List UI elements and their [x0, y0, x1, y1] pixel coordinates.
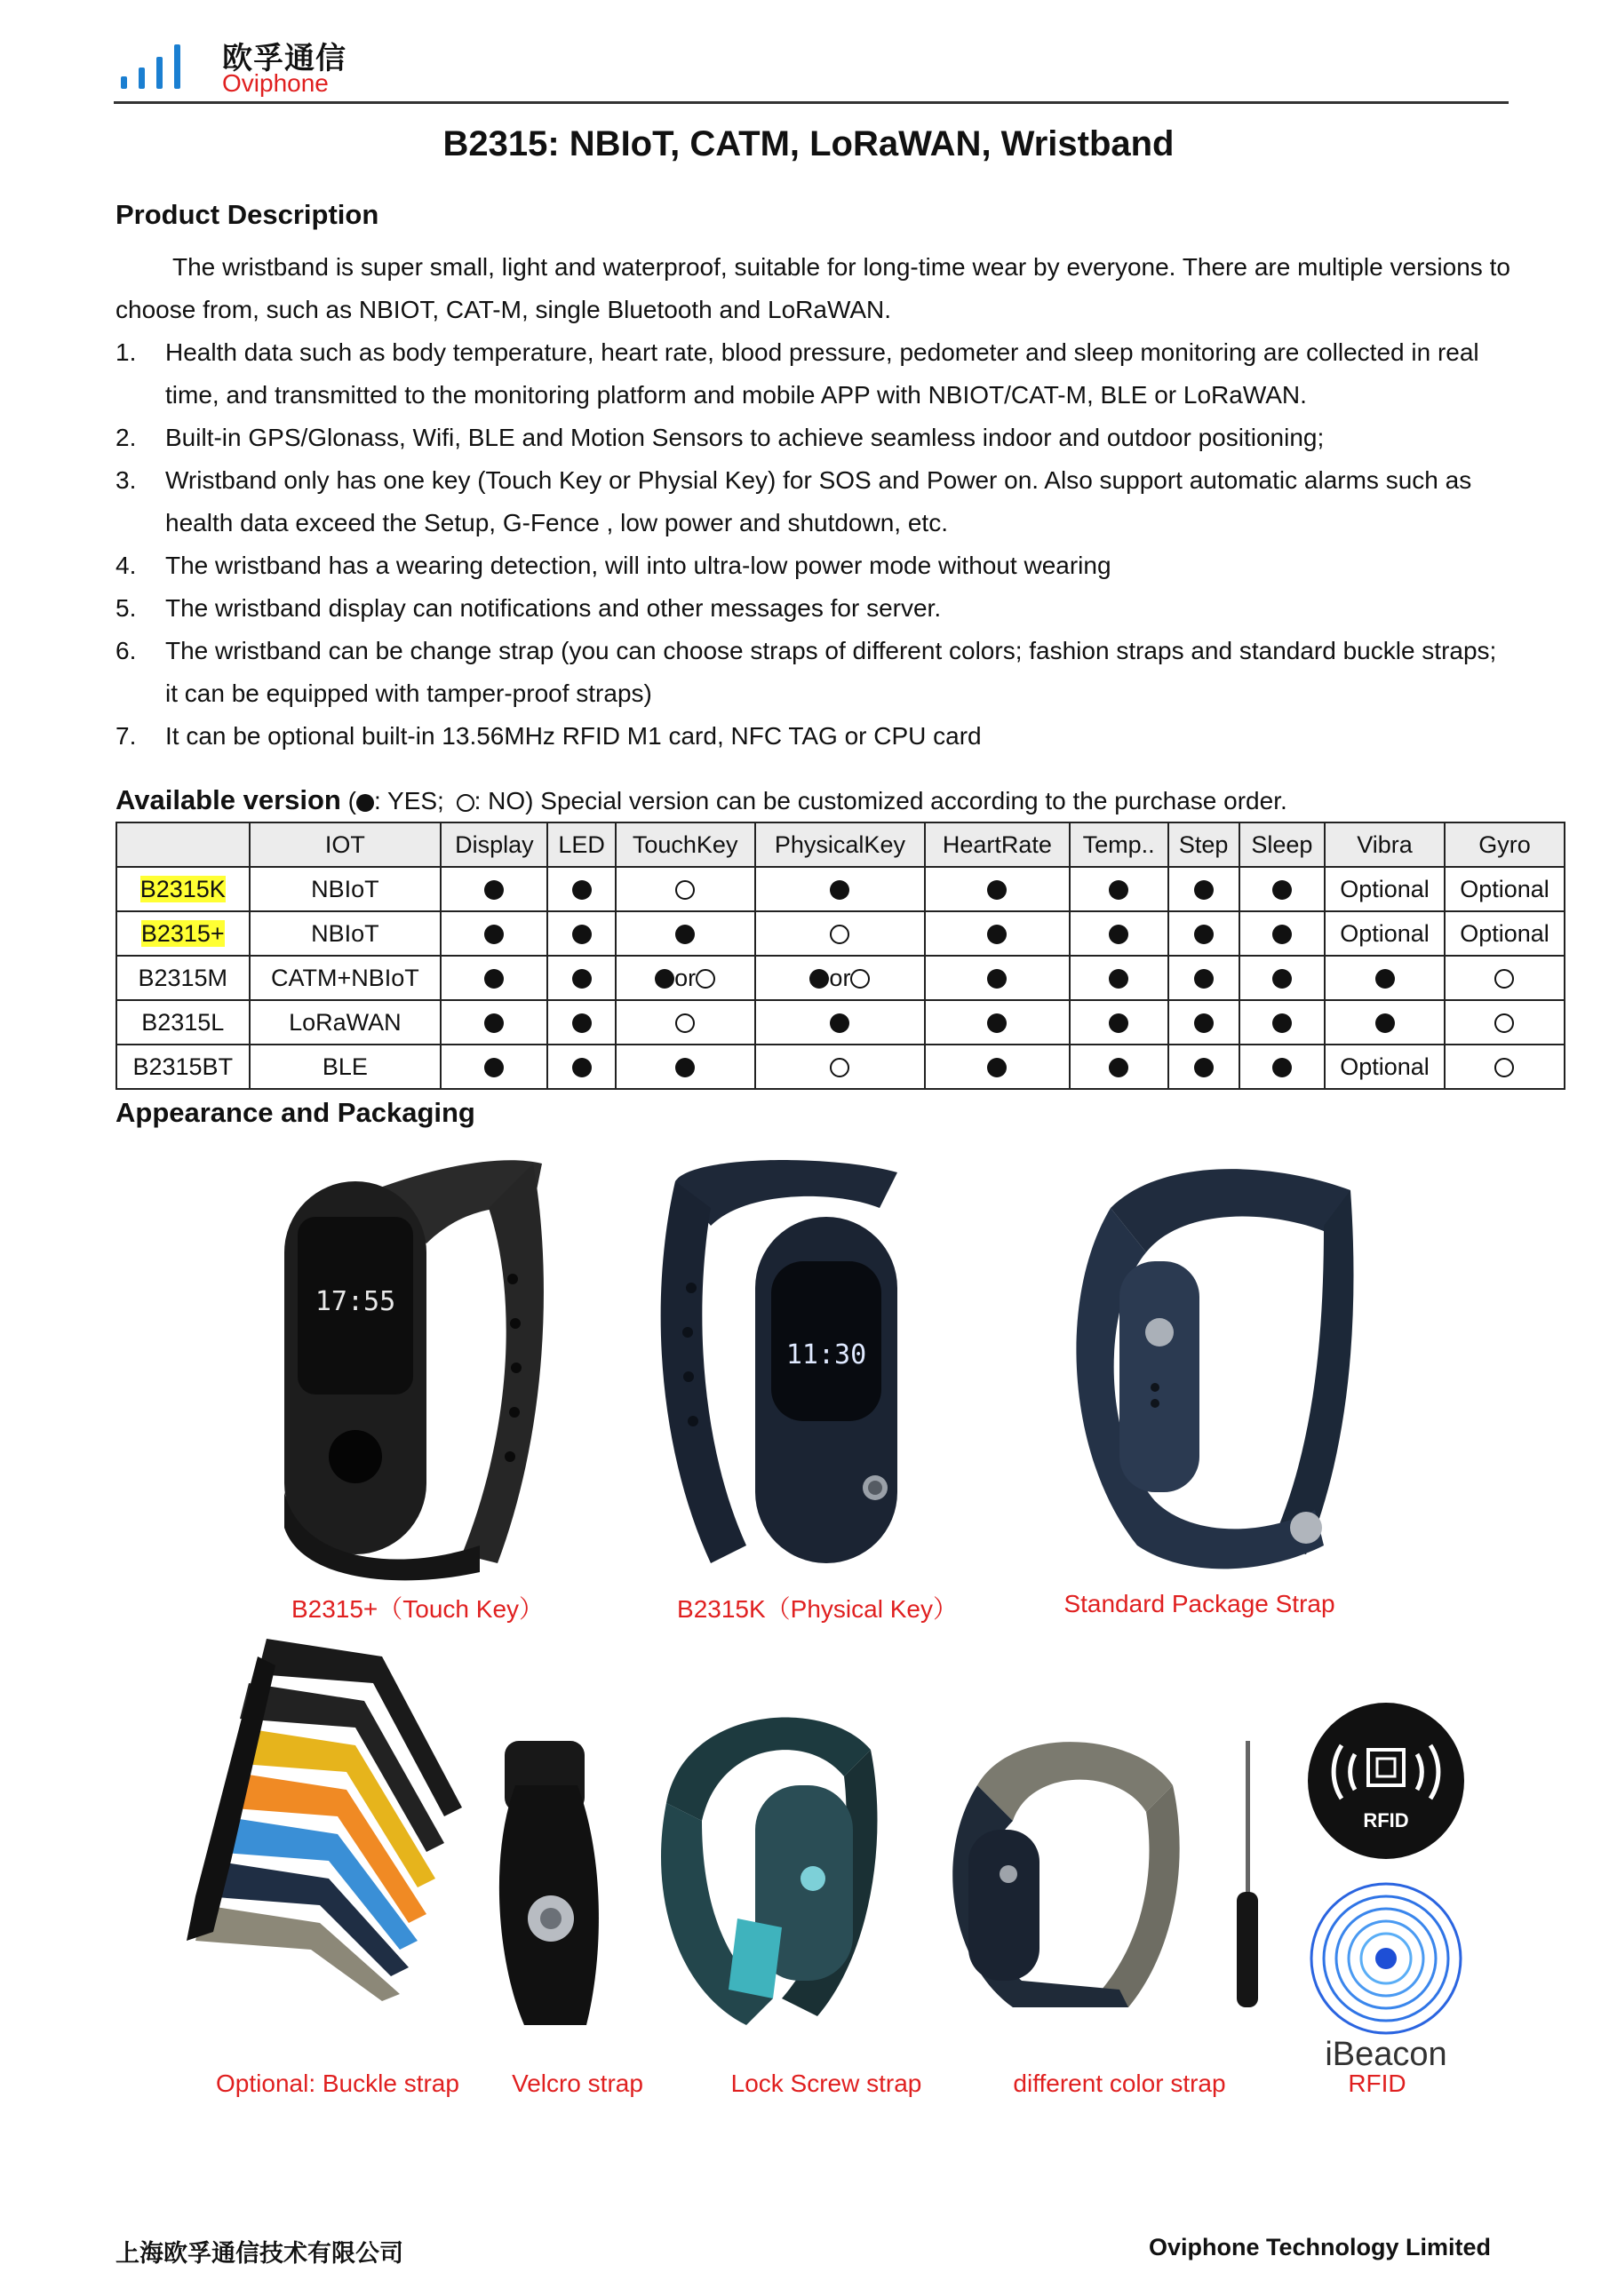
- yes-dot-icon: [484, 1058, 504, 1077]
- table-cell: [1070, 867, 1168, 911]
- no-ring-icon: [1494, 1058, 1514, 1077]
- feature-number: 3.: [116, 466, 137, 494]
- watch-display-time: 11:30: [785, 1339, 867, 1370]
- table-cell: [925, 1045, 1069, 1089]
- yes-dot-icon: [1194, 1013, 1214, 1033]
- table-cell: [1168, 956, 1239, 1000]
- yes-dot-icon: [987, 880, 1007, 900]
- table-cell: [1325, 956, 1445, 1000]
- table-cell: [1070, 1045, 1168, 1089]
- feature-item: [116, 459, 1510, 544]
- table-cell: NBIoT: [250, 867, 442, 911]
- column-header: Step: [1168, 822, 1239, 867]
- caption-standard-strap: Standard Package Strap: [1063, 1590, 1335, 1617]
- no-ring-icon: [830, 1058, 849, 1077]
- table-cell: Optional: [1445, 911, 1565, 956]
- table-cell: [925, 867, 1069, 911]
- feature-item: [116, 715, 1510, 758]
- table-cell: [547, 1000, 615, 1045]
- table-cell: [547, 867, 615, 911]
- table-cell: [755, 1000, 926, 1045]
- yes-dot-icon: [572, 925, 592, 944]
- ibeacon-icon: [1306, 1879, 1466, 2074]
- table-cell: [1070, 956, 1168, 1000]
- ibeacon-label: iBeacon: [1325, 2036, 1447, 2073]
- table-cell: [616, 956, 755, 1000]
- yes-dot-icon: [484, 1013, 504, 1033]
- table-cell: [1239, 867, 1325, 911]
- table-cell: Optional: [1325, 911, 1445, 956]
- feature-item: [116, 417, 1510, 459]
- table-cell: [1325, 1000, 1445, 1045]
- yes-dot-icon: [655, 969, 674, 989]
- yes-dot-icon: [1272, 969, 1292, 989]
- caption-physical-key: B2315K（Physical Key）: [677, 1595, 958, 1623]
- yes-dot-icon: [484, 880, 504, 900]
- logo-english-name: Oviphone: [222, 69, 329, 97]
- standard-strap-photo: [1057, 1155, 1359, 1581]
- feature-item: [116, 630, 1510, 715]
- yes-dot-icon: [1375, 969, 1395, 989]
- yes-dot-icon: [1272, 925, 1292, 944]
- model-name: B2315BT: [132, 1053, 234, 1080]
- yes-dot-icon: [987, 969, 1007, 989]
- column-header: Display: [441, 822, 547, 867]
- column-header: Temp..: [1070, 822, 1168, 867]
- table-cell: [1445, 1000, 1565, 1045]
- yes-dot-icon: [1272, 1058, 1292, 1077]
- table-cell: LoRaWAN: [250, 1000, 442, 1045]
- yes-dot-icon: [356, 794, 374, 812]
- or-text: or: [829, 964, 851, 991]
- feature-number: 4.: [116, 552, 137, 579]
- yes-dot-icon: [1194, 969, 1214, 989]
- model-cell: [116, 956, 250, 1000]
- feature-item: [116, 331, 1510, 417]
- column-header: [116, 822, 250, 867]
- document-title: B2315: NBIoT, CATM, LoRaWAN, Wristband: [442, 124, 1175, 163]
- column-header: IOT: [250, 822, 442, 867]
- table-cell: [616, 911, 755, 956]
- table-cell: [616, 867, 755, 911]
- yes-dot-icon: [1109, 969, 1128, 989]
- yes-dot-icon: [1109, 1013, 1128, 1033]
- table-row: [116, 1000, 1565, 1045]
- caption-velcro-strap: Velcro strap: [512, 2070, 643, 2097]
- yes-dot-icon: [987, 1058, 1007, 1077]
- table-cell: [1239, 956, 1325, 1000]
- caption-buckle-strap: Optional: Buckle strap: [216, 2070, 459, 2097]
- or-text: or: [674, 964, 697, 991]
- table-row: [116, 1045, 1565, 1089]
- yes-dot-icon: [484, 925, 504, 944]
- yes-dot-icon: [572, 1013, 592, 1033]
- caption-different-color-strap: different color strap: [1013, 2070, 1226, 2097]
- feature-text: The wristband has a wearing detection, will into ultra-low power mode without wearing: [165, 552, 1111, 579]
- yes-dot-icon: [1194, 1058, 1214, 1077]
- lock-screw-strap-photo: [649, 1696, 888, 2034]
- customization-note: Special version can be customized according to the purchase order.: [540, 787, 1287, 814]
- feature-text: Health data such as body temperature, heart rate, blood pressure, pedometer and sleep monitoring are collected in real time, and transmitted to the monitoring platform and mobile APP with NBIOT/CAT-M, BLE or LoRaWAN.: [165, 338, 1479, 409]
- yes-dot-icon: [987, 925, 1007, 944]
- wristband-physical-key-photo: [657, 1155, 924, 1581]
- wristband-touch-key-photo: [267, 1155, 560, 1581]
- table-cell: [1445, 956, 1565, 1000]
- model-cell: [116, 1000, 250, 1045]
- table-row: [116, 956, 1565, 1000]
- column-header: Sleep: [1239, 822, 1325, 867]
- table-cell: [755, 911, 926, 956]
- table-cell: [616, 1045, 755, 1089]
- yes-dot-icon: [809, 969, 829, 989]
- appearance-heading: Appearance and Packaging: [116, 1097, 475, 1128]
- yes-dot-icon: [830, 880, 849, 900]
- table-cell: [925, 1000, 1069, 1045]
- model-name: B2315K: [139, 875, 226, 902]
- column-header: HeartRate: [925, 822, 1069, 867]
- column-header: Gyro: [1445, 822, 1565, 867]
- table-cell: Optional: [1325, 1045, 1445, 1089]
- table-cell: [1168, 1045, 1239, 1089]
- yes-dot-icon: [987, 1013, 1007, 1033]
- table-cell: NBIoT: [250, 911, 442, 956]
- table-cell: [1239, 911, 1325, 956]
- yes-dot-icon: [675, 1058, 695, 1077]
- caption-touch-key: B2315+（Touch Key）: [291, 1595, 545, 1623]
- table-cell: [1445, 1045, 1565, 1089]
- buckle-straps-photo: [160, 1630, 480, 2003]
- table-cell: [547, 1045, 615, 1089]
- table-cell: [1168, 867, 1239, 911]
- watch-display-time: 17:55: [315, 1286, 396, 1317]
- table-cell: [1239, 1045, 1325, 1089]
- footer-company-en: Oviphone Technology Limited: [1149, 2234, 1492, 2260]
- oviphone-logo-icon: [121, 39, 192, 89]
- yes-dot-icon: [1109, 880, 1128, 900]
- yes-dot-icon: [675, 925, 695, 944]
- model-cell: [116, 867, 250, 911]
- table-cell: [1070, 1000, 1168, 1045]
- feature-text: Built-in GPS/Glonass, Wifi, BLE and Motion Sensors to achieve seamless indoor and outdoor positioning;: [165, 424, 1325, 451]
- table-cell: [755, 867, 926, 911]
- table-cell: [755, 1045, 926, 1089]
- feature-number: 1.: [116, 338, 137, 366]
- velcro-strap-photo: [489, 1732, 613, 2034]
- model-name: B2315+: [140, 919, 225, 947]
- yes-dot-icon: [572, 969, 592, 989]
- table-cell: [755, 956, 926, 1000]
- column-header: LED: [547, 822, 615, 867]
- feature-text: Wristband only has one key (Touch Key or Physial Key) for SOS and Power on. Also support automatic alarms such as health data exceed the Setup, G-Fence , low power and shutdown, etc.: [165, 466, 1472, 536]
- no-ring-icon: [1494, 969, 1514, 989]
- yes-dot-icon: [572, 880, 592, 900]
- yes-dot-icon: [484, 969, 504, 989]
- feature-text: It can be optional built-in 13.56MHz RFID M1 card, NFC TAG or CPU card: [165, 722, 982, 750]
- yes-dot-icon: [572, 1058, 592, 1077]
- feature-number: 6.: [116, 637, 137, 664]
- column-header: Vibra: [1325, 822, 1445, 867]
- rfid-badge-label: RFID: [1363, 1809, 1409, 1831]
- no-ring-icon: [696, 969, 715, 989]
- feature-list: [116, 331, 1510, 758]
- model-name: B2315M: [138, 964, 228, 991]
- yes-dot-icon: [830, 1013, 849, 1033]
- feature-number: 7.: [116, 722, 137, 750]
- no-ring-icon: [850, 969, 870, 989]
- table-row: [116, 911, 1565, 956]
- available-version-line: Available version ( : YES; : NO) Special version can be customized according to the purchase order.: [116, 784, 1287, 815]
- table-cell: Optional: [1445, 867, 1565, 911]
- caption-rfid: RFID: [1348, 2070, 1406, 2097]
- table-cell: [547, 911, 615, 956]
- no-ring-icon: [675, 880, 695, 900]
- different-color-strap-photo: [924, 1732, 1262, 2025]
- table-cell: [1168, 911, 1239, 956]
- rfid-badge-icon: [1306, 1701, 1466, 1861]
- model-cell: [116, 911, 250, 956]
- table-cell: [547, 956, 615, 1000]
- column-header: TouchKey: [616, 822, 755, 867]
- table-cell: [616, 1000, 755, 1045]
- table-cell: [1239, 1000, 1325, 1045]
- feature-text: The wristband display can notifications and other messages for server.: [165, 594, 942, 622]
- no-ring-icon: [1494, 1013, 1514, 1033]
- table-cell: BLE: [250, 1045, 442, 1089]
- table-cell: [441, 1045, 547, 1089]
- yes-dot-icon: [1109, 925, 1128, 944]
- table-cell: [1070, 911, 1168, 956]
- table-cell: CATM+NBIoT: [250, 956, 442, 1000]
- no-ring-icon: [675, 1013, 695, 1033]
- yes-label: : YES;: [373, 787, 444, 814]
- yes-dot-icon: [1375, 1013, 1395, 1033]
- yes-dot-icon: [1194, 880, 1214, 900]
- table-cell: [441, 911, 547, 956]
- table-cell: Optional: [1325, 867, 1445, 911]
- table-cell: [441, 867, 547, 911]
- model-cell: [116, 1045, 250, 1089]
- yes-dot-icon: [1194, 925, 1214, 944]
- yes-dot-icon: [1109, 1058, 1128, 1077]
- header-divider: [114, 101, 1509, 104]
- footer-company-cn: 上海欧孚通信技术有限公司: [116, 2240, 403, 2268]
- version-table-header: [116, 822, 1565, 867]
- feature-item: [116, 587, 1510, 630]
- table-cell: [925, 956, 1069, 1000]
- product-description: [116, 246, 1510, 758]
- feature-number: 2.: [116, 424, 137, 451]
- feature-text: The wristband can be change strap (you can choose straps of different colors; fashion straps and standard buckle straps; it can be equipped with tamper-proof straps): [165, 637, 1497, 707]
- yes-dot-icon: [1272, 880, 1292, 900]
- feature-item: [116, 544, 1510, 587]
- column-header: PhysicalKey: [755, 822, 926, 867]
- no-ring-icon: [830, 925, 849, 944]
- caption-lock-screw-strap: Lock Screw strap: [730, 2070, 922, 2097]
- description-intro: The wristband is super small, light and waterproof, suitable for long-time wear by everyone. There are multiple versions to choose from, such as NBIOT, CAT-M, single Bluetooth and LoRaWAN.: [116, 253, 1510, 323]
- version-table: [116, 822, 1565, 1090]
- table-cell: [1168, 1000, 1239, 1045]
- logo-chinese-name: 欧孚通信: [222, 41, 346, 76]
- product-description-heading: Product Description: [116, 199, 379, 230]
- no-label: : NO): [474, 787, 534, 814]
- page-header: [114, 27, 1509, 105]
- available-version-heading: Available version: [116, 784, 341, 815]
- table-row: [116, 867, 1565, 911]
- table-cell: [925, 911, 1069, 956]
- table-cell: [441, 956, 547, 1000]
- table-cell: [441, 1000, 547, 1045]
- feature-number: 5.: [116, 594, 137, 622]
- yes-dot-icon: [1272, 1013, 1292, 1033]
- no-ring-icon: [457, 794, 474, 812]
- model-name: B2315L: [141, 1008, 225, 1036]
